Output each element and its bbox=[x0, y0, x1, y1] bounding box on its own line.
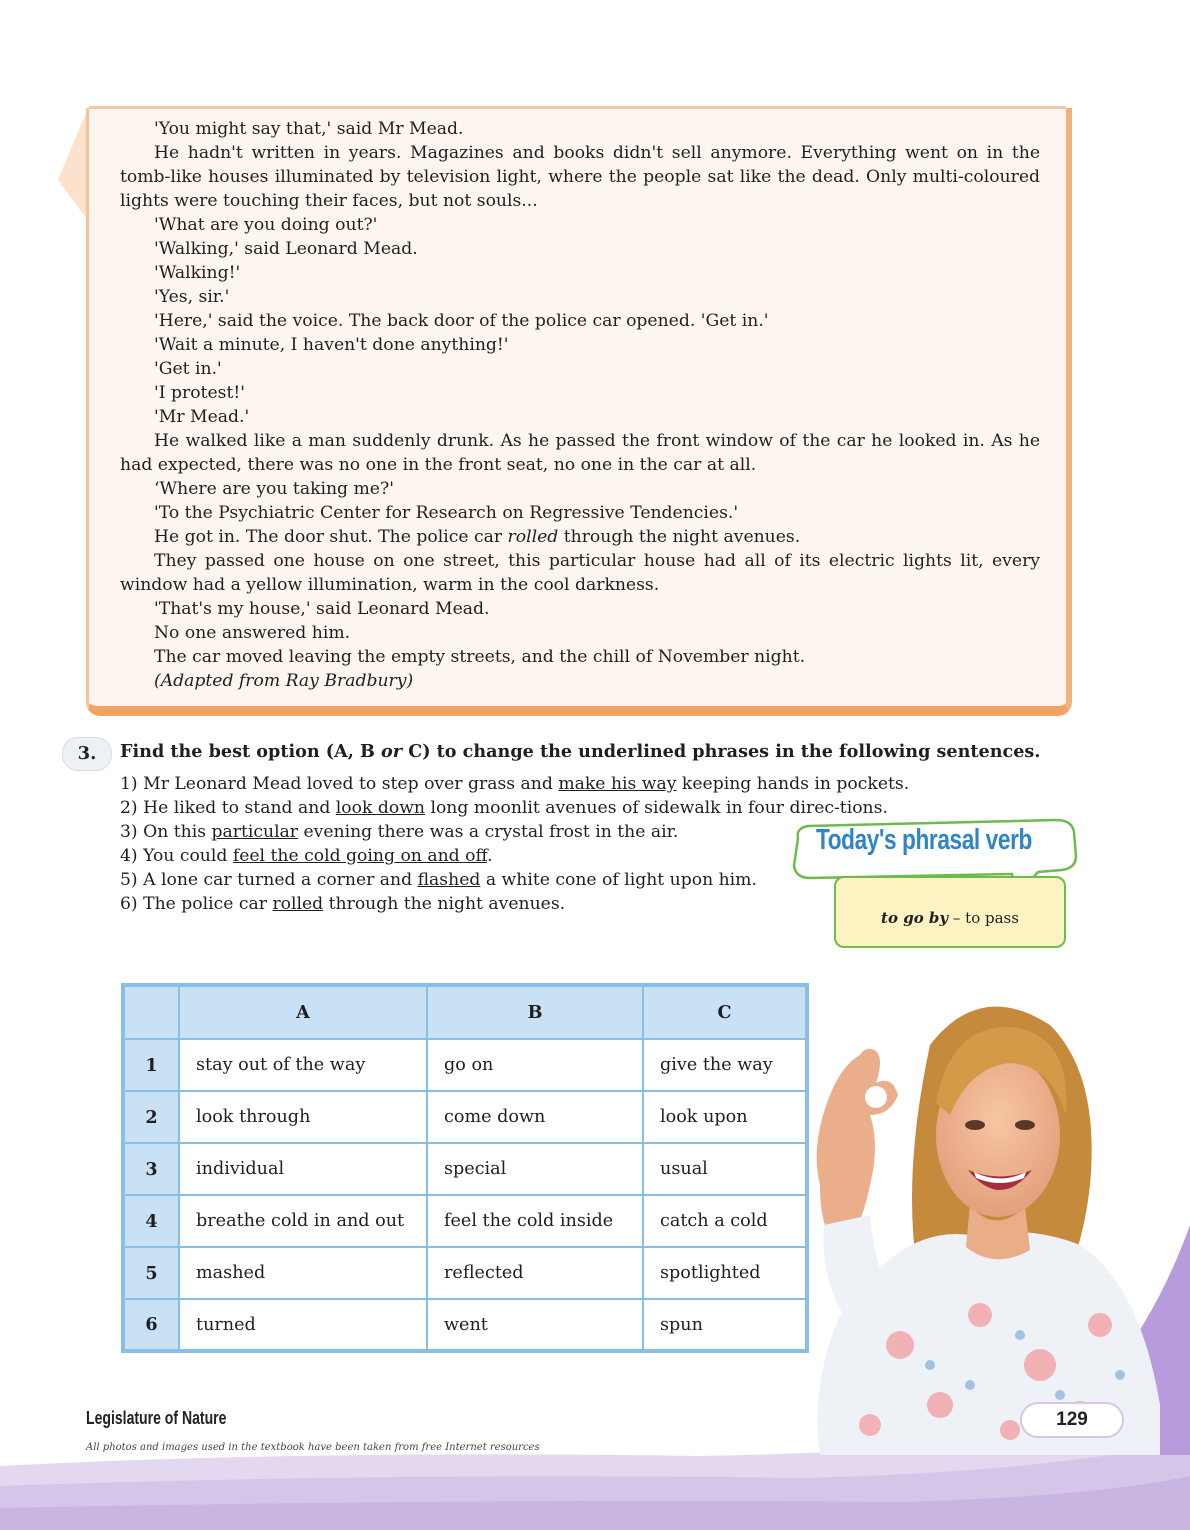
story-source-text: (Adapted from Ray Bradbury) bbox=[154, 671, 414, 691]
sentence-text: 3) On this bbox=[120, 822, 212, 842]
underlined-phrase: look down bbox=[335, 798, 425, 818]
smiling-girl-illustration bbox=[780, 985, 1190, 1455]
story-paragraph: 'Mr Mead.' bbox=[154, 407, 250, 427]
option-cell: go on bbox=[427, 1039, 643, 1091]
image-credit: All photos and images used in the textbook have been taken from free Internet resources bbox=[86, 1442, 540, 1453]
story-paragraph: 'Yes, sir.' bbox=[154, 287, 230, 307]
option-cell: give the way bbox=[643, 1039, 807, 1091]
option-cell: stay out of the way bbox=[179, 1039, 427, 1091]
story-paragraph: 'Get in.' bbox=[154, 359, 222, 379]
phrasal-verb-title: Today's phrasal verb bbox=[816, 824, 1032, 856]
exercise-title bbox=[120, 741, 1040, 762]
story-text bbox=[120, 117, 1040, 693]
story-paragraph: He hadn't written in years. Magazines and books didn't sell anymore. Everything went on in the tomb-like houses illuminated by television light, where the people sat like the dead. Only multi-coloured lights were touching their faces, but not souls... bbox=[120, 143, 1040, 211]
story-paragraph: 'Here,' said the voice. The back door of the police car opened. 'Get in.' bbox=[154, 311, 769, 331]
sentence-text: keeping hands in pockets. bbox=[676, 774, 910, 794]
story-paragraph: 'You might say that,' said Mr Mead. bbox=[154, 119, 464, 139]
story-paragraph: 'What are you doing out?' bbox=[154, 215, 378, 235]
table-header-cell: C bbox=[643, 985, 807, 1039]
story-paragraph: 'Wait a minute, I haven't done anything!' bbox=[154, 335, 509, 355]
phrasal-verb-callout bbox=[786, 816, 1086, 961]
row-number: 4 bbox=[123, 1195, 179, 1247]
option-cell: mashed bbox=[179, 1247, 427, 1299]
story-source bbox=[120, 669, 1040, 693]
row-number: 3 bbox=[123, 1143, 179, 1195]
table-header-cell bbox=[123, 985, 179, 1039]
sentence-text: a white cone of light upon him. bbox=[480, 870, 757, 890]
sentence-text: long moonlit avenues of sidewalk in four direc-tions. bbox=[425, 798, 888, 818]
row-number: 1 bbox=[123, 1039, 179, 1091]
story-italic-word: rolled bbox=[507, 527, 559, 547]
section-name: Legislature of Nature bbox=[86, 1408, 227, 1428]
row-number: 6 bbox=[123, 1299, 179, 1351]
table-row bbox=[123, 1247, 807, 1299]
option-cell: spotlighted bbox=[643, 1247, 807, 1299]
story-paragraph: No one answered him. bbox=[154, 623, 351, 643]
sentence-text: 6) The police car bbox=[120, 894, 273, 914]
underlined-phrase: flashed bbox=[417, 870, 481, 890]
exercise-title-or: or bbox=[381, 741, 403, 762]
row-number: 5 bbox=[123, 1247, 179, 1299]
table-header-cell: B bbox=[427, 985, 643, 1039]
underlined-phrase: make his way bbox=[558, 774, 677, 794]
table-header-cell: A bbox=[179, 985, 427, 1039]
story-paragraph: 'Walking!' bbox=[154, 263, 241, 283]
underlined-phrase: feel the cold going on and off bbox=[232, 846, 488, 866]
option-cell: feel the cold inside bbox=[427, 1195, 643, 1247]
option-cell: spun bbox=[643, 1299, 807, 1351]
table-row bbox=[123, 1299, 807, 1351]
story-paragraph: 'Walking,' said Leonard Mead. bbox=[154, 239, 418, 259]
sentence-text: . bbox=[487, 846, 493, 866]
sentence bbox=[120, 868, 780, 892]
underlined-phrase: particular bbox=[211, 822, 299, 842]
option-cell: special bbox=[427, 1143, 643, 1195]
phrasal-verb-term: to go by bbox=[881, 909, 949, 927]
option-cell: look upon bbox=[643, 1091, 807, 1143]
story-paragraph bbox=[120, 525, 1040, 549]
table-header-row bbox=[123, 985, 807, 1039]
sentence-text: 2) He liked to stand and bbox=[120, 798, 336, 818]
exercise-title-part: Find the best option (A, B bbox=[120, 741, 375, 762]
story-paragraph: 'That's my house,' said Leonard Mead. bbox=[154, 599, 490, 619]
underlined-phrase: rolled bbox=[272, 894, 324, 914]
table-row bbox=[123, 1039, 807, 1091]
option-cell: look through bbox=[179, 1091, 427, 1143]
story-paragraph: 'I protest!' bbox=[154, 383, 245, 403]
story-paragraph: 'To the Psychiatric Center for Research on Regressive Tendencies.' bbox=[154, 503, 739, 523]
option-cell: come down bbox=[427, 1091, 643, 1143]
table-row bbox=[123, 1143, 807, 1195]
options-table bbox=[121, 983, 809, 1353]
table-row bbox=[123, 1091, 807, 1143]
page-number: 129 bbox=[1020, 1402, 1124, 1438]
exercise-number: 3. bbox=[62, 737, 112, 771]
story-box-top-edge bbox=[89, 106, 1066, 109]
sentence-text: through the night avenues. bbox=[323, 894, 566, 914]
option-cell: catch a cold bbox=[643, 1195, 807, 1247]
story-text-part: through the night avenues. bbox=[563, 527, 801, 547]
option-cell: went bbox=[427, 1299, 643, 1351]
sentence-text: evening there was a crystal frost in the air. bbox=[298, 822, 679, 842]
table-row bbox=[123, 1195, 807, 1247]
story-paragraph: They passed one house on one street, this particular house had all of its electric lights lit, every window had a yellow illumination, warm in the cool darkness. bbox=[120, 551, 1040, 595]
phrasal-verb-definition bbox=[834, 876, 1066, 948]
story-paragraph: He walked like a man suddenly drunk. As he passed the front window of the car he looked in. As he had expected, there was no one in the front seat, no one in the car at all. bbox=[120, 431, 1040, 475]
option-cell: individual bbox=[179, 1143, 427, 1195]
row-number: 2 bbox=[123, 1091, 179, 1143]
phrasal-verb-meaning: – to pass bbox=[948, 909, 1019, 927]
option-cell: reflected bbox=[427, 1247, 643, 1299]
option-cell: turned bbox=[179, 1299, 427, 1351]
option-cell: usual bbox=[643, 1143, 807, 1195]
sentence-text: 5) A lone car turned a corner and bbox=[120, 870, 418, 890]
option-cell: breathe cold in and out bbox=[179, 1195, 427, 1247]
sentence bbox=[120, 772, 910, 796]
sentence-text: 1) Mr Leonard Mead loved to step over grass and bbox=[120, 774, 559, 794]
story-text-part: He got in. The door shut. The police car bbox=[154, 527, 503, 547]
sentence-text: 4) You could bbox=[120, 846, 233, 866]
story-paragraph: ‘Where are you taking me?' bbox=[154, 479, 394, 499]
exercise-title-part: C) to change the underlined phrases in the following sentences. bbox=[408, 741, 1041, 762]
story-paragraph: The car moved leaving the empty streets, and the chill of November night. bbox=[154, 647, 806, 667]
